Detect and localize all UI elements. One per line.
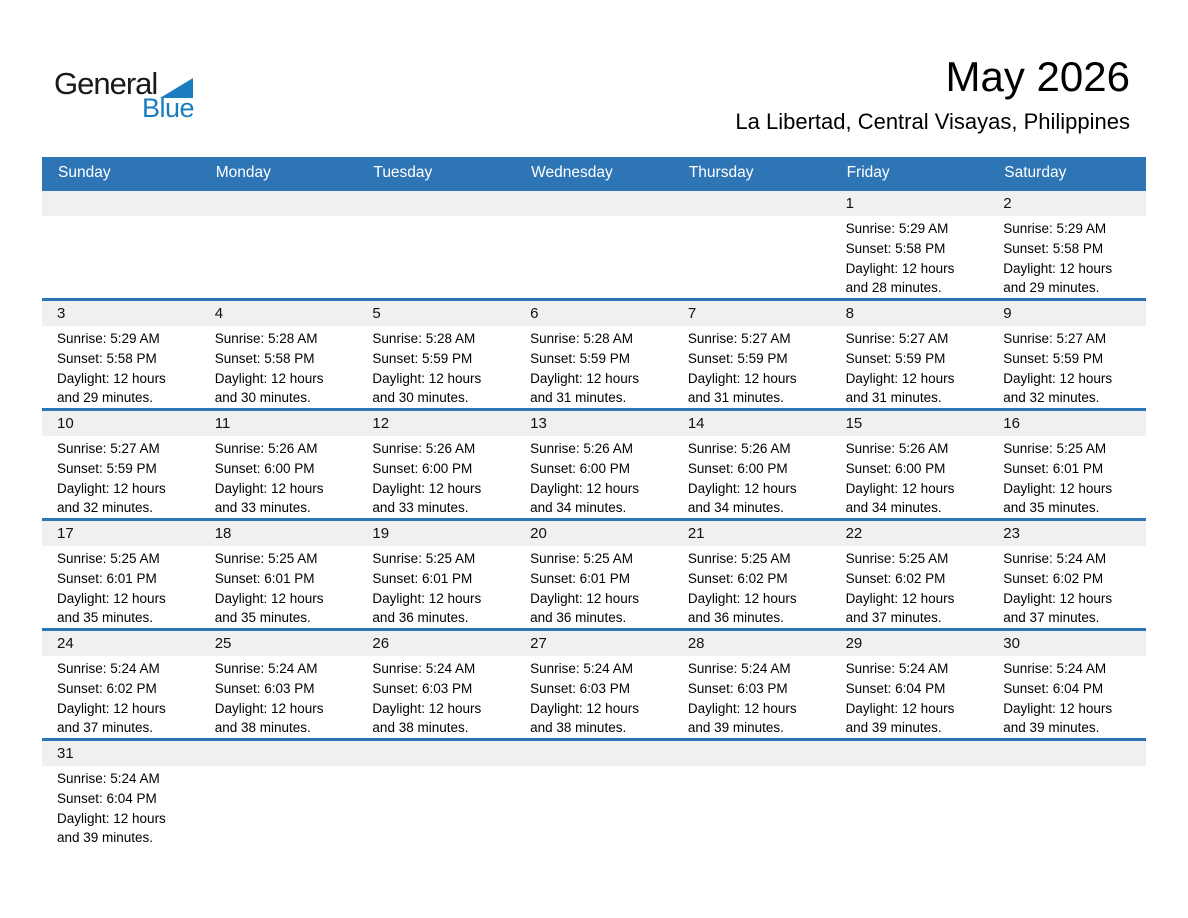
day-detail-line: Sunset: 6:02 PM [1003,570,1104,586]
day-detail-line: Sunrise: 5:24 AM [57,661,160,676]
day-detail-line: Sunset: 5:58 PM [845,240,946,256]
day-cell-16 [988,436,1146,518]
day-number-strip [42,631,1146,656]
day-detail-line: Sunrise: 5:25 AM [57,551,160,566]
page-title: May 2026 [945,53,1130,100]
day-cell-19 [357,546,515,628]
empty-day-cell [673,766,831,848]
day-cell-17 [42,546,200,628]
weekday-header-tuesday: Tuesday [373,163,433,181]
day-detail-line: Sunset: 6:03 PM [372,680,473,696]
day-detail-line: and 34 minutes. [530,500,627,516]
day-detail-line: Daylight: 12 hours [530,370,639,386]
day-detail-line: Sunrise: 5:25 AM [214,551,318,566]
weekday-header-saturday: Saturday [1004,163,1067,181]
day-number-4: 4 [214,305,224,322]
day-detail-line: Daylight: 12 hours [845,590,955,606]
day-number-17: 17 [57,525,74,542]
day-detail-line: Daylight: 12 hours [57,810,166,826]
day-detail-line: and 36 minutes. [530,610,627,626]
day-detail-line: Sunrise: 5:24 AM [372,661,476,676]
day-number-strip [42,411,1146,436]
day-detail-line: and 29 minutes. [1003,280,1100,296]
weekday-header-wednesday: Wednesday [531,163,613,181]
day-number-23: 23 [1003,525,1020,542]
week-row-6 [42,738,1146,848]
day-number-30: 30 [1003,635,1020,652]
page-subtitle: La Libertad, Central Visayas, Philippines [735,109,1130,135]
day-detail-line: Sunset: 6:00 PM [530,460,630,476]
day-detail-line: Sunrise: 5:26 AM [372,441,476,456]
day-detail-line: Sunset: 6:00 PM [372,460,473,476]
day-detail-line: Daylight: 12 hours [214,370,324,386]
day-number-26: 26 [372,635,390,652]
day-detail-line: Daylight: 12 hours [372,590,482,606]
day-detail-line: Sunrise: 5:25 AM [530,551,633,566]
day-detail-line: Sunset: 5:59 PM [845,350,946,366]
day-detail-line: Sunrise: 5:25 AM [1003,441,1107,456]
day-detail-strip [42,216,1146,298]
empty-day-cell [200,216,358,298]
logo-word-general: General [54,66,158,101]
day-cell-1 [831,216,989,298]
day-detail-strip [42,766,1146,848]
day-detail-line: Sunset: 6:04 PM [845,680,946,696]
day-detail-line: Sunrise: 5:27 AM [687,331,791,346]
weekday-header-sunday: Sunday [58,163,111,181]
day-cell-29 [831,656,989,738]
page-header [0,0,1188,157]
day-cell-28 [673,656,831,738]
day-cell-2 [988,216,1146,298]
day-detail-line: Sunset: 6:01 PM [57,570,157,586]
weekday-header-friday: Friday [846,163,890,181]
day-detail-line: Daylight: 12 hours [1003,480,1113,496]
day-detail-line: Daylight: 12 hours [214,590,324,606]
day-number-20: 20 [530,525,547,542]
day-detail-line: and 35 minutes. [214,610,311,626]
day-number-22: 22 [845,525,863,542]
day-detail-line: Sunrise: 5:26 AM [530,441,633,456]
day-detail-line: and 28 minutes. [845,280,942,296]
day-detail-line: Sunset: 5:58 PM [1003,240,1104,256]
logo-word-blue: Blue [142,93,195,123]
day-detail-line: Daylight: 12 hours [845,700,955,716]
day-detail-line: Daylight: 12 hours [372,370,482,386]
day-detail-line: Daylight: 12 hours [1003,370,1113,386]
day-detail-line: Daylight: 12 hours [1003,700,1113,716]
day-number-28: 28 [687,635,705,652]
day-detail-line: Sunset: 6:03 PM [687,680,788,696]
day-detail-line: Sunrise: 5:27 AM [57,441,160,456]
empty-day-cell [357,766,515,848]
day-number-16: 16 [1003,415,1020,432]
day-detail-line: Daylight: 12 hours [530,480,639,496]
day-detail-line: Sunrise: 5:25 AM [372,551,476,566]
week-row-4 [42,518,1146,628]
day-number-5: 5 [372,305,381,322]
weekday-header-thursday: Thursday [688,163,754,181]
day-detail-line: and 31 minutes. [845,390,942,406]
day-detail-line: and 39 minutes. [57,830,154,846]
day-detail-line: and 33 minutes. [372,500,469,516]
day-detail-strip [42,546,1146,628]
day-detail-line: and 39 minutes. [845,720,942,736]
day-number-2: 2 [1003,195,1012,212]
day-detail-strip [42,436,1146,518]
day-detail-line: Sunrise: 5:25 AM [687,551,791,566]
day-detail-line: Daylight: 12 hours [530,590,639,606]
day-number-7: 7 [687,305,697,322]
day-detail-line: Sunrise: 5:28 AM [530,331,633,346]
day-number-13: 13 [530,415,547,432]
day-detail-line: and 36 minutes. [687,610,784,626]
day-detail-line: Daylight: 12 hours [214,480,324,496]
week-row-2 [42,298,1146,408]
day-detail-line: Sunset: 6:00 PM [687,460,788,476]
day-detail-line: Sunset: 5:59 PM [1003,350,1104,366]
day-detail-line: Sunset: 6:03 PM [530,680,630,696]
week-row-1 [42,188,1146,298]
day-number-8: 8 [845,305,854,322]
day-number-18: 18 [214,525,232,542]
day-cell-27 [515,656,673,738]
day-number-1: 1 [845,195,854,212]
day-detail-line: Sunset: 6:04 PM [1003,680,1104,696]
day-cell-14 [673,436,831,518]
empty-day-cell [357,216,515,298]
weekday-header-row [42,157,1146,188]
day-detail-line: Daylight: 12 hours [845,480,955,496]
day-detail-line: Daylight: 12 hours [57,480,166,496]
day-number-9: 9 [1003,305,1012,322]
week-row-5 [42,628,1146,738]
day-detail-line: Sunset: 6:01 PM [530,570,630,586]
title-block [735,54,1130,134]
day-number-25: 25 [214,635,232,652]
day-detail-line: Daylight: 12 hours [687,700,797,716]
day-detail-strip [42,656,1146,738]
day-number-27: 27 [530,635,547,652]
day-cell-30 [988,656,1146,738]
day-detail-line: and 31 minutes. [530,390,627,406]
day-detail-line: Sunrise: 5:28 AM [372,331,476,346]
day-cell-6 [515,326,673,408]
day-detail-line: and 38 minutes. [214,720,311,736]
day-detail-line: and 31 minutes. [687,390,784,406]
day-detail-line: Daylight: 12 hours [372,700,482,716]
day-detail-line: Sunrise: 5:26 AM [845,441,949,456]
day-detail-line: Daylight: 12 hours [1003,260,1113,276]
day-detail-line: Daylight: 12 hours [687,370,797,386]
day-cell-9 [988,326,1146,408]
day-detail-line: and 35 minutes. [1003,500,1100,516]
day-detail-line: and 35 minutes. [57,610,154,626]
empty-day-cell [831,766,989,848]
day-cell-26 [357,656,515,738]
day-detail-line: and 36 minutes. [372,610,469,626]
day-detail-line: Sunset: 5:58 PM [57,350,157,366]
day-detail-line: Sunrise: 5:24 AM [214,661,318,676]
day-number-12: 12 [372,415,390,432]
day-detail-line: Sunrise: 5:25 AM [845,551,949,566]
day-cell-25 [200,656,358,738]
day-detail-line: Sunrise: 5:24 AM [530,661,633,676]
day-number-strip [42,191,1146,216]
day-cell-12 [357,436,515,518]
day-detail-line: Sunrise: 5:26 AM [214,441,318,456]
day-detail-line: Sunrise: 5:28 AM [214,331,318,346]
day-detail-line: Sunset: 6:00 PM [845,460,946,476]
day-detail-line: Daylight: 12 hours [845,370,955,386]
day-detail-line: Sunset: 6:02 PM [57,680,157,696]
day-number-3: 3 [57,305,66,322]
day-cell-3 [42,326,200,408]
weekday-header-monday: Monday [215,163,271,181]
day-detail-line: Sunrise: 5:29 AM [57,331,160,346]
week-row-3 [42,408,1146,518]
day-detail-line: Sunset: 5:59 PM [687,350,788,366]
day-cell-8 [831,326,989,408]
day-detail-line: Sunrise: 5:24 AM [1003,551,1107,566]
day-detail-line: Sunset: 6:04 PM [57,790,157,806]
day-detail-line: Sunset: 5:58 PM [214,350,315,366]
day-detail-line: Sunset: 5:59 PM [372,350,473,366]
day-detail-line: Daylight: 12 hours [57,370,166,386]
empty-day-cell [200,766,358,848]
day-detail-line: Sunset: 6:00 PM [214,460,315,476]
day-cell-15 [831,436,989,518]
day-cell-21 [673,546,831,628]
day-number-15: 15 [845,415,863,432]
day-number-strip [42,741,1146,766]
day-cell-22 [831,546,989,628]
empty-day-cell [515,216,673,298]
day-number-strip [42,521,1146,546]
day-detail-line: Sunset: 6:03 PM [214,680,315,696]
day-detail-line: and 30 minutes. [372,390,469,406]
day-number-19: 19 [372,525,390,542]
day-cell-31 [42,766,200,848]
general-blue-logo [54,68,194,122]
day-detail-line: and 37 minutes. [845,610,942,626]
day-cell-10 [42,436,200,518]
day-cell-13 [515,436,673,518]
day-detail-line: Sunset: 6:01 PM [1003,460,1104,476]
day-detail-line: and 34 minutes. [687,500,784,516]
day-detail-line: and 32 minutes. [57,500,154,516]
day-number-14: 14 [687,415,705,432]
day-number-6: 6 [530,305,539,322]
day-detail-line: and 29 minutes. [57,390,154,406]
day-detail-line: Sunrise: 5:24 AM [845,661,949,676]
day-detail-line: and 38 minutes. [530,720,627,736]
day-detail-line: Sunrise: 5:24 AM [57,771,160,786]
day-detail-line: Daylight: 12 hours [1003,590,1113,606]
day-detail-line: Sunset: 6:01 PM [214,570,315,586]
day-detail-line: Daylight: 12 hours [687,480,797,496]
day-number-10: 10 [57,415,74,432]
empty-day-cell [988,766,1146,848]
empty-day-cell [673,216,831,298]
day-detail-line: Sunrise: 5:24 AM [687,661,791,676]
day-cell-20 [515,546,673,628]
day-detail-line: and 37 minutes. [57,720,154,736]
day-detail-line: Sunset: 5:59 PM [57,460,157,476]
day-cell-11 [200,436,358,518]
day-cell-4 [200,326,358,408]
day-detail-line: and 37 minutes. [1003,610,1100,626]
day-cell-23 [988,546,1146,628]
day-detail-line: Sunset: 6:01 PM [372,570,473,586]
day-detail-line: Daylight: 12 hours [372,480,482,496]
day-number-21: 21 [687,525,705,542]
day-detail-line: Daylight: 12 hours [687,590,797,606]
day-detail-line: and 30 minutes. [214,390,311,406]
day-number-31: 31 [57,745,74,762]
day-number-strip [42,301,1146,326]
day-cell-7 [673,326,831,408]
day-detail-line: Sunset: 5:59 PM [530,350,630,366]
day-detail-line: and 32 minutes. [1003,390,1100,406]
day-detail-line: and 33 minutes. [214,500,311,516]
day-detail-line: Daylight: 12 hours [57,590,166,606]
day-detail-line: Sunrise: 5:24 AM [1003,661,1107,676]
day-detail-line: and 39 minutes. [1003,720,1100,736]
day-detail-line: Sunset: 6:02 PM [845,570,946,586]
day-detail-line: Sunrise: 5:29 AM [845,221,949,236]
day-detail-line: Sunrise: 5:26 AM [687,441,791,456]
day-number-11: 11 [214,415,231,432]
day-detail-line: Daylight: 12 hours [845,260,955,276]
day-detail-line: and 39 minutes. [687,720,784,736]
day-number-29: 29 [845,635,863,652]
calendar-grid [42,188,1146,848]
empty-day-cell [42,216,200,298]
day-detail-line: Sunrise: 5:27 AM [845,331,949,346]
day-detail-line: Daylight: 12 hours [214,700,324,716]
day-number-24: 24 [57,635,74,652]
day-detail-line: Daylight: 12 hours [57,700,166,716]
day-detail-line: Sunrise: 5:29 AM [1003,221,1107,236]
day-detail-line: and 34 minutes. [845,500,942,516]
day-detail-line: Sunset: 6:02 PM [687,570,788,586]
day-detail-strip [42,326,1146,408]
day-detail-line: and 38 minutes. [372,720,469,736]
day-detail-line: Daylight: 12 hours [530,700,639,716]
day-cell-5 [357,326,515,408]
day-detail-line: Sunrise: 5:27 AM [1003,331,1107,346]
calendar-table [42,157,1146,848]
day-cell-18 [200,546,358,628]
empty-day-cell [515,766,673,848]
day-cell-24 [42,656,200,738]
